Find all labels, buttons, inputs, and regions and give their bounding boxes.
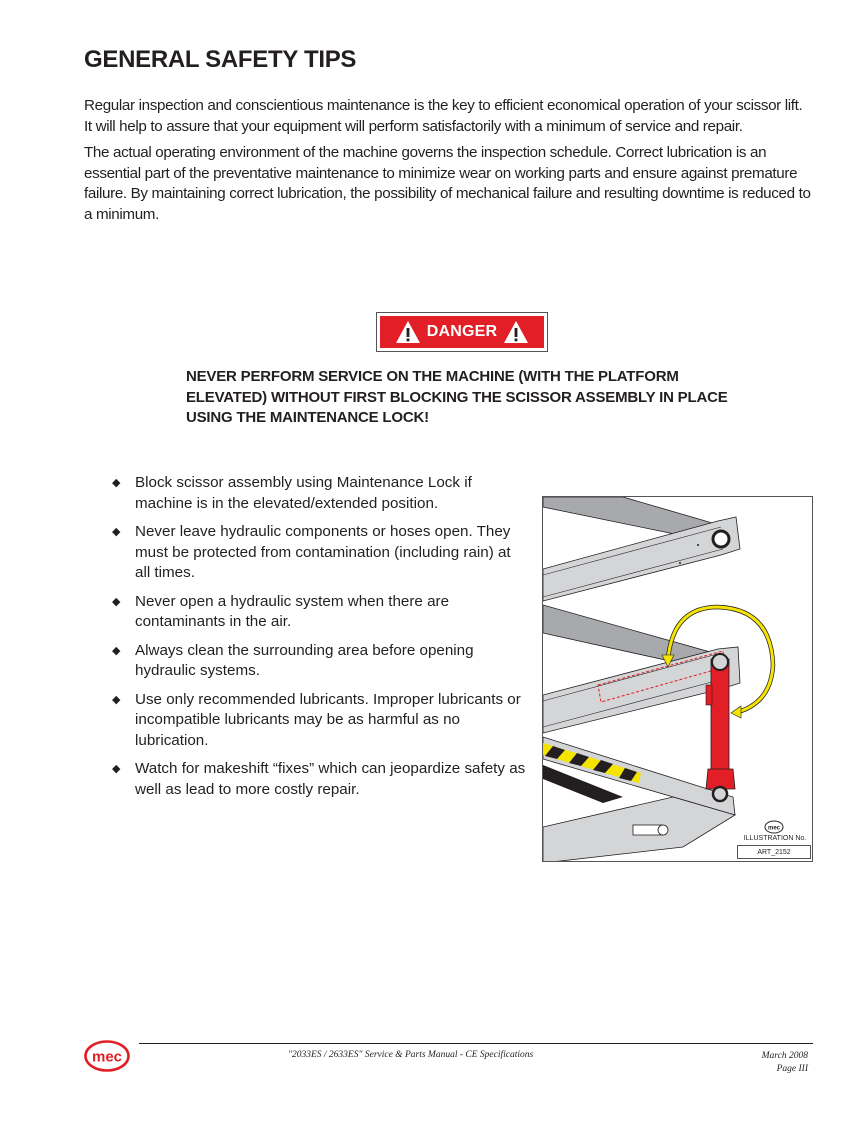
page-number: Page III <box>776 1064 808 1074</box>
maintenance-lock-illustration <box>542 496 813 862</box>
intro-paragraph: Regular inspection and conscientious maintenance is the key to efficient economical operation of your scissor lift. It will help to assure that your equipment will perform satisfactorily with a minimum of service and repair. <box>84 97 803 135</box>
tip-text: Watch for makeshift “fixes” which can jeopardize safety as well as lead to more costly repair. <box>135 760 526 798</box>
diamond-bullet-icon: ◆ <box>112 595 121 608</box>
mec-logo <box>84 1040 130 1072</box>
tip-text: Never open a hydraulic system when there are contaminants in the air. <box>135 592 450 630</box>
mec-logo-text: mec <box>91 1048 123 1066</box>
list-item <box>110 759 530 800</box>
warning-triangle-icon <box>503 320 529 344</box>
safety-tips-list <box>110 473 530 808</box>
danger-label: DANGER <box>426 323 498 340</box>
footer-date: March 2008 <box>761 1051 808 1061</box>
list-item <box>110 690 530 752</box>
list-item <box>110 522 530 584</box>
list-item <box>110 592 530 633</box>
scissor-lift-drawing <box>543 497 813 862</box>
tip-text: Use only recommended lubricants. Improper lubricants or incompatible lubricants may be as harmful as no lubrication. <box>135 690 521 749</box>
list-item <box>110 641 530 682</box>
illustration-label: ILLUSTRATION No. <box>743 835 807 842</box>
diamond-bullet-icon: ◆ <box>112 763 121 775</box>
intro-text <box>84 96 814 232</box>
diamond-bullet-icon: ◆ <box>112 693 121 706</box>
footer-divider <box>139 1043 813 1044</box>
intro-paragraph: The actual operating environment of the machine governs the inspection schedule. Correct lubrication is an essential part of the preventative maintenance to minimize wear on working parts and ensure against premature failure. By maintaining correct lubrication, the possibility of mechanical failure and resulting downtime is reduced to a minimum. <box>84 144 811 223</box>
tip-text: Never leave hydraulic components or hoses open. They must be protected from contamination (including rain) at all times. <box>135 523 511 581</box>
warning-triangle-icon <box>395 320 421 344</box>
diamond-bullet-icon: ◆ <box>112 526 121 538</box>
page-title: GENERAL SAFETY TIPS <box>84 46 357 73</box>
danger-message: NEVER PERFORM SERVICE ON THE MACHINE (WITH THE PLATFORM ELEVATED) WITHOUT FIRST BLOCKING THE SCISSOR ASSEMBLY IN PLACE USING THE MAINTENANCE LOCK! <box>186 368 728 426</box>
manual-title: "2033ES / 2633ES" Service & Parts Manual - CE Specifications <box>288 1050 534 1060</box>
diamond-bullet-icon: ◆ <box>112 644 121 657</box>
diamond-bullet-icon: ◆ <box>112 477 121 489</box>
tip-text: Always clean the surrounding area before opening hydraulic systems. <box>135 641 474 679</box>
illustration-logo: mec <box>767 825 781 832</box>
danger-sign <box>376 312 548 352</box>
illustration-number: ART_2152 <box>737 845 811 859</box>
footer-meta <box>762 1050 808 1076</box>
tip-text: Block scissor assembly using Maintenance Lock if machine is in the elevated/extended position. <box>135 474 472 512</box>
list-item <box>110 473 530 514</box>
